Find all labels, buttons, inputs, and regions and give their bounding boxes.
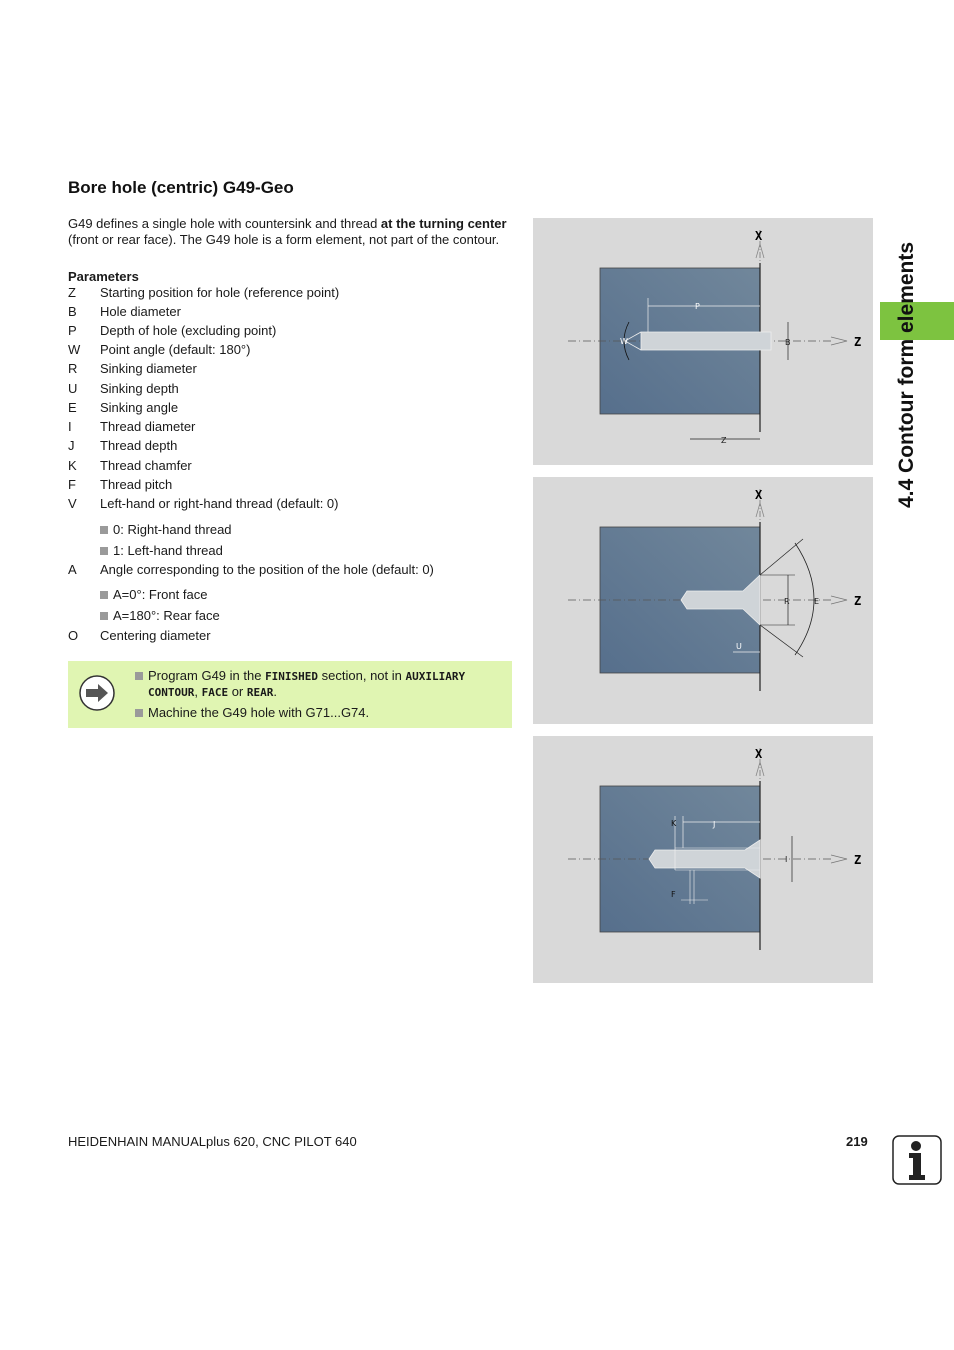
bullet-square-icon [135,709,143,717]
label-u: U [736,642,742,651]
axis-z-label: Z [854,335,862,349]
label-r: R [784,597,790,606]
bullet-square-icon [100,547,108,555]
v-option: 0: Right-hand thread [100,522,232,538]
figure-2-drawing [533,477,873,724]
a-option: A=0°: Front face [100,587,207,603]
figure-hole-depth [533,218,873,465]
svg-text:X: X [755,747,763,761]
parameters-title: Parameters [68,269,139,284]
note-line-1: Program G49 in the FINISHED section, not in AUXILIARY [135,668,465,685]
label-p: P [695,302,700,311]
svg-text:Z: Z [854,594,862,608]
label-j: J [713,820,716,829]
footer-product: HEIDENHAIN MANUALplus 620, CNC PILOT 640 [68,1134,357,1149]
label-f: F [671,890,676,899]
figure-thread [533,736,873,983]
svg-text:Z: Z [854,853,862,867]
intro-bold: at the turning center [380,216,507,231]
figure-countersink [533,477,873,724]
figure-1-drawing [533,218,873,465]
intro-text-2: (front or rear face). The G49 hole is a form element, not part of the contour. [68,232,500,247]
figure-3-drawing [533,736,873,983]
label-e: E [814,597,820,606]
bullet-square-icon [135,672,143,680]
label-i: I [785,855,788,864]
a-option: A=180°: Rear face [100,608,220,624]
intro-paragraph [68,216,512,248]
bullet-square-icon [100,526,108,534]
note-line-2: CONTOUR, FACE or REAR. [148,684,278,699]
intro-text-1: G49 defines a single hole with countersink and thread [68,216,381,231]
label-b: B [785,338,791,347]
page-number: 219 [846,1134,868,1149]
note-box [68,661,512,728]
arrow-right-icon [78,674,116,712]
label-k: K [671,819,677,828]
bullet-square-icon [100,612,108,620]
bullet-square-icon [100,591,108,599]
axis-x-label: X [755,229,763,243]
side-chapter-title: 4.4 Contour form elements [895,241,918,508]
v-option: 1: Left-hand thread [100,543,223,559]
section-heading: Bore hole (centric) G49-Geo [68,178,294,197]
svg-text:X: X [755,488,763,502]
label-z: Z [721,436,727,445]
hole [641,332,771,350]
info-icon [892,1135,942,1185]
note-line-3: Machine the G49 hole with G71...G74. [135,705,369,721]
label-w: W [620,337,628,346]
